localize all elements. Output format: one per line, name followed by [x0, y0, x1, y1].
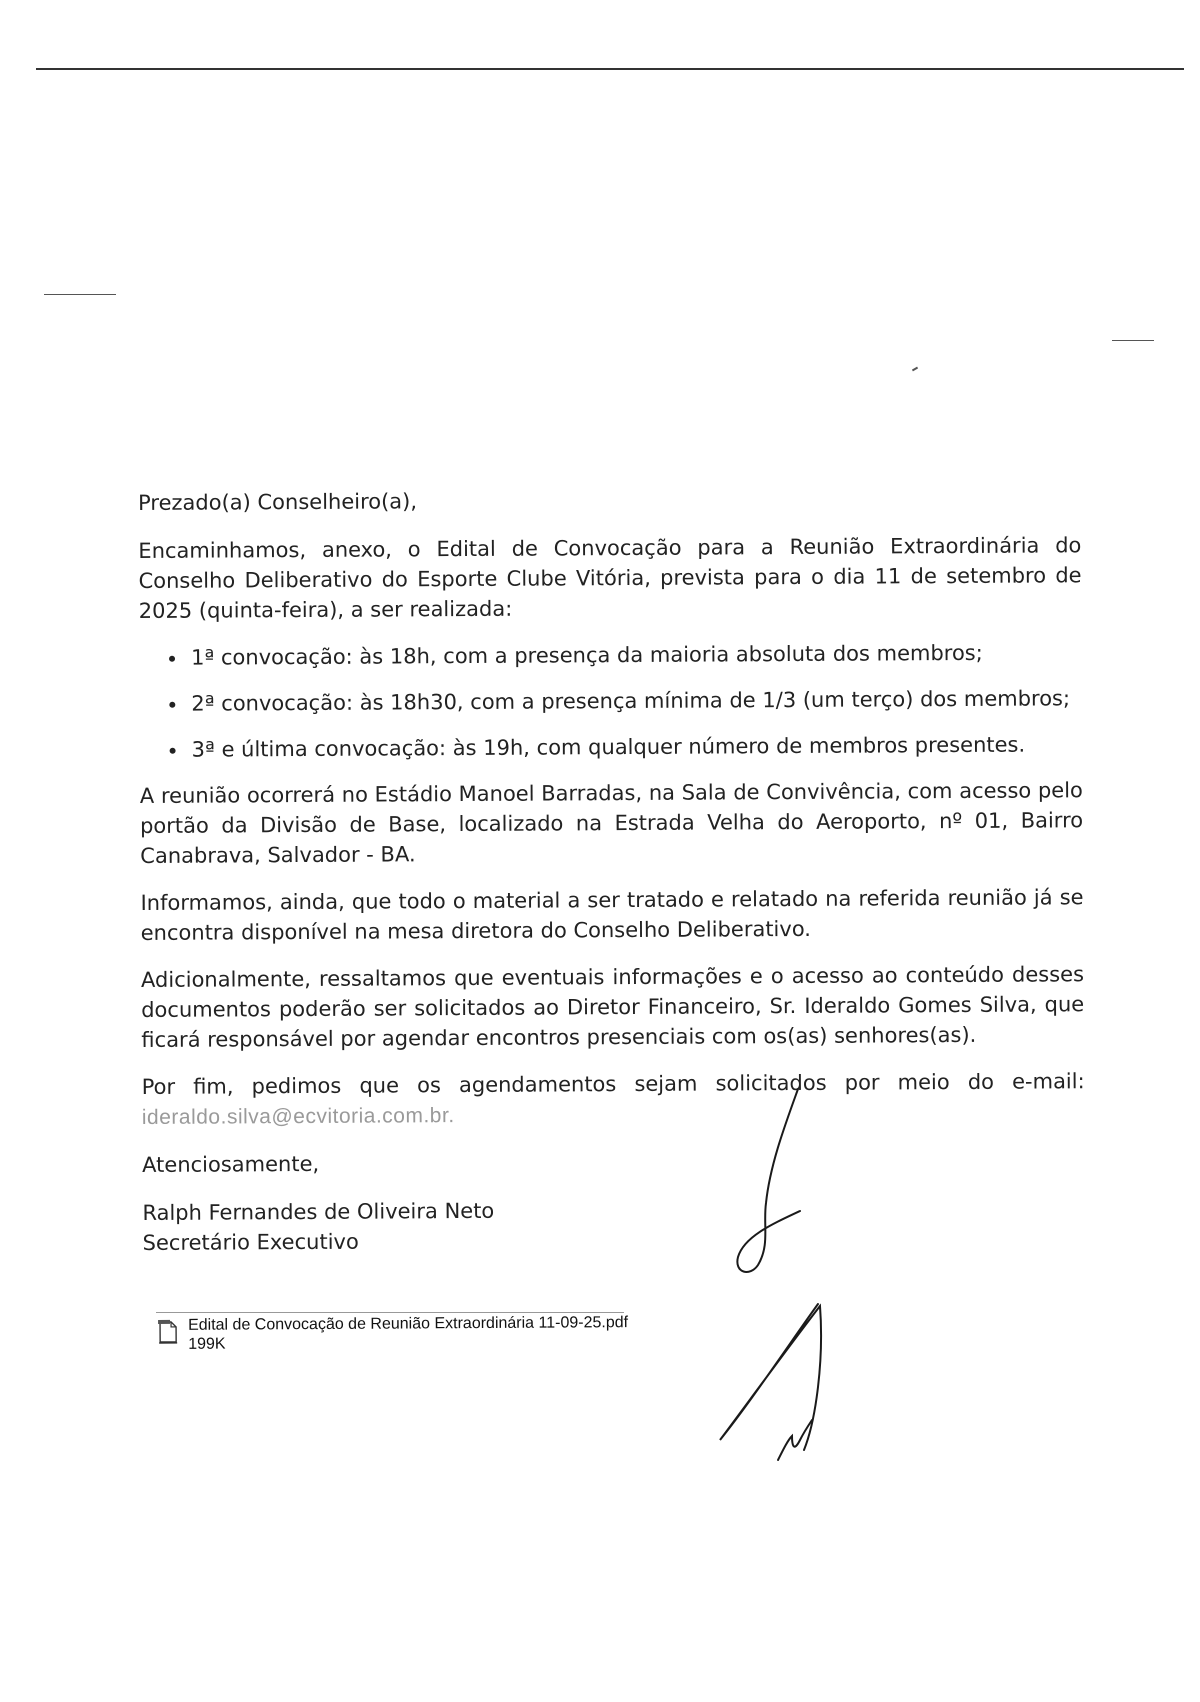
- signer-title: Secretário Executivo: [142, 1229, 359, 1255]
- signer-name: Ralph Fernandes de Oliveira Neto: [142, 1198, 495, 1225]
- attachment-size: 199K: [188, 1335, 226, 1353]
- convocation-list: [139, 637, 1083, 765]
- list-item: 2ª convocação: às 18h30, com a presença mínima de 1/3 (um terço) dos membros;: [169, 683, 1082, 719]
- closing: Atenciosamente,: [142, 1151, 320, 1177]
- additional-paragraph: Adicionalmente, ressaltamos que eventuais informações e o acesso ao conteúdo desses documentos poderão ser solicitados ao Diretor Financeiro, Sr. Ideraldo Gomes Silva, que ficará responsável por agendar encontros presenciais com os(as) senhores(as).: [140, 962, 1085, 1052]
- scan-mark-left: [44, 294, 116, 295]
- scan-speck: [912, 367, 918, 372]
- email-period: .: [448, 1104, 455, 1128]
- letter-body: [138, 482, 1086, 1258]
- scan-mark-right: [1112, 340, 1154, 341]
- signature-upper: [700, 1085, 820, 1285]
- list-item: 1ª convocação: às 18h, com a presença da maioria absoluta dos membros;: [169, 637, 1082, 673]
- email-link[interactable]: ideraldo.silva@ecvitoria.com.br: [141, 1104, 449, 1129]
- salutation: Prezado(a) Conselheiro(a),: [138, 489, 418, 515]
- document-icon: [158, 1318, 178, 1344]
- location-paragraph: A reunião ocorrerá no Estádio Manoel Barradas, na Sala de Convivência, com acesso pelo portão da Divisão de Base, localizado na Estrada Velha do Aeroporto, nº 01, Bairro Canabrava, Salvador - BA.: [139, 778, 1084, 868]
- signature-lower: [700, 1300, 840, 1470]
- list-item: 3ª e última convocação: às 19h, com qualquer número de membros presentes.: [170, 729, 1083, 765]
- scheduling-text: Por fim, pedimos que os agendamentos sejam solicitados por meio do e-mail:: [141, 1069, 1085, 1099]
- scheduling-paragraph: [142, 1066, 1085, 1133]
- attachment[interactable]: [158, 1313, 628, 1354]
- material-paragraph: Informamos, ainda, que todo o material a ser tratado e relatado na referida reunião já se encontra disponível na mesa diretora do Conselho Deliberativo.: [140, 885, 1084, 945]
- page-top-rule: [36, 68, 1184, 70]
- attachment-filename[interactable]: Edital de Convocação de Reunião Extraordinária 11-09-25.pdf: [188, 1314, 629, 1334]
- intro-paragraph: Encaminhamos, anexo, o Edital de Convocação para a Reunião Extraordinária do Conselho Deliberativo do Esporte Clube Vitória, prevista para o dia 11 de setembro de 2025 (quinta-feira), a ser realizada:: [138, 533, 1082, 623]
